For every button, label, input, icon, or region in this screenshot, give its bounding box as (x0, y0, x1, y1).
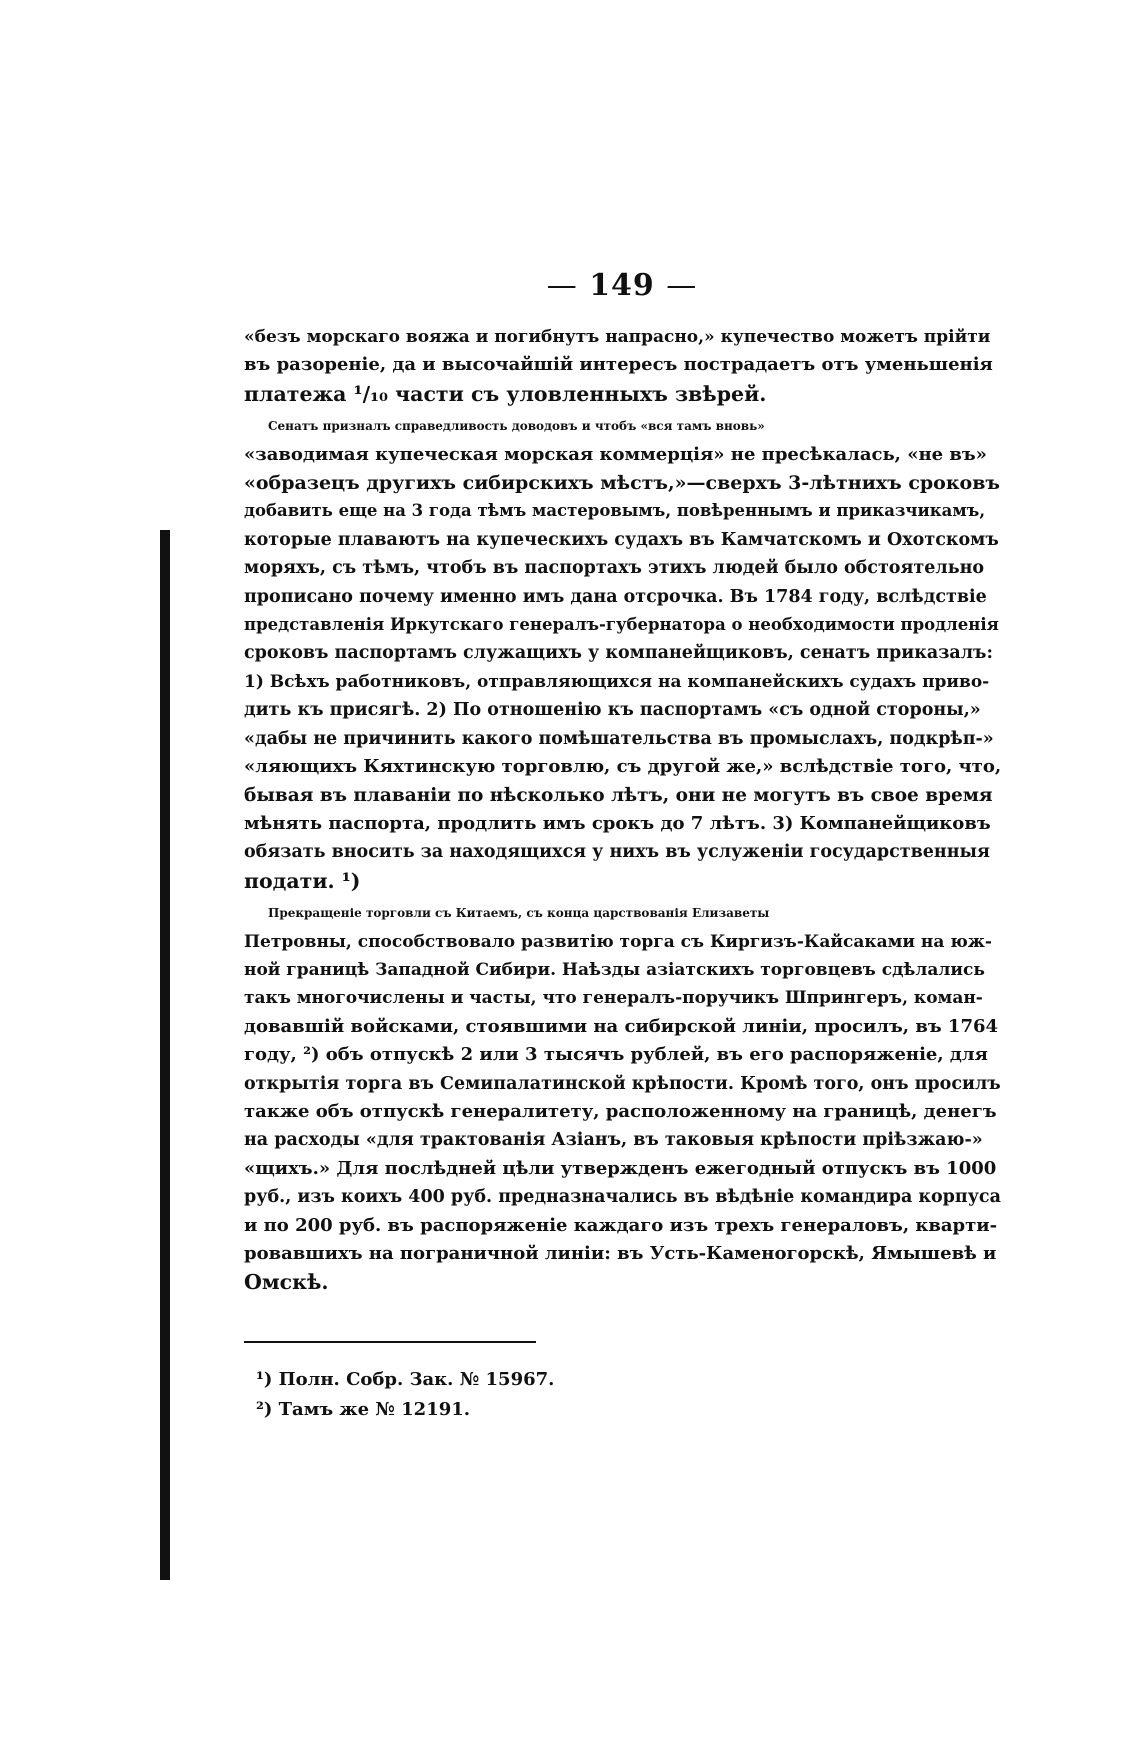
footnote-1: ¹) Полн. Собр. Зак. № 15967. (256, 1368, 555, 1390)
text-line: «заводимая купеческая морская коммерція» не пресѣкалась, «не въ» (244, 443, 987, 465)
text-line: также объ отпускѣ генералитету, расположенному на границѣ, денегъ (244, 1100, 997, 1122)
page-header (244, 268, 1000, 303)
text-line: Омскѣ. (244, 1270, 329, 1295)
text-line: году, ²) объ отпускѣ 2 или 3 тысячъ рублей, въ его распоряженіе, для (244, 1044, 988, 1066)
text-line: ной границѣ Западной Сибири. Наѣзды азіатскихъ торговцевъ сдѣлались (244, 959, 985, 980)
text-line: довавшій войсками, стоявшими на сибирской линіи, просилъ, въ 1764 (244, 1015, 999, 1037)
text-line: открытія торга въ Семипалатинской крѣпости. Кромѣ того, онъ просилъ (244, 1073, 1001, 1094)
text-line: представленія Иркутскаго генералъ-губернатора о необходимости продленія (244, 615, 999, 635)
text-line: въ разореніе, да и высочайшій интересъ пострадаетъ отъ уменьшенія (244, 354, 993, 376)
text-line: на расходы «для трактованія Азіанъ, въ таковыя крѣпости пріѣзжаю-» (244, 1130, 983, 1151)
text-line: и по 200 руб. въ распоряженіе каждаго изъ трехъ генераловъ, кварти- (244, 1214, 998, 1236)
text-line: «безъ морскаго вояжа и погибнутъ напрасно,» купечество можетъ прійти (244, 327, 991, 347)
paragraph-3 (244, 899, 1000, 1297)
text-line: такъ многочислены и часты, что генералъ-поручикъ Шпрингеръ, коман- (244, 988, 983, 1009)
text-line: платежа ¹/₁₀ части съ уловленныхъ звѣрей. (244, 381, 767, 406)
text-line: подати. ¹) (244, 868, 361, 893)
paragraph-1 (244, 323, 1000, 408)
text-line: «образецъ другихъ сибирскихъ мѣстъ,»—сверхъ 3-лѣтнихъ сроковъ (244, 472, 1001, 495)
text-line: Петровны, способствовало развитію торга съ Киргизъ-Кайсаками на юж- (244, 931, 992, 952)
text-line: Прекращеніе торговли съ Китаемъ, съ конца царствованія Елизаветы (268, 906, 770, 921)
text-line: 1) Всѣхъ работниковъ, отправляющихся на компанейскихъ судахъ приво- (244, 671, 990, 692)
binding-edge-bar (160, 530, 170, 1580)
text-line: сроковъ паспортамъ служащихъ у компанейщиковъ, сенатъ приказалъ: (244, 643, 993, 664)
text-line: прописано почему именно имъ дана отсрочка. Въ 1784 году, вслѣдствіе (244, 586, 987, 607)
text-line: дить къ присягѣ. 2) По отношенію къ паспортамъ «съ одной стороны,» (244, 700, 981, 721)
header-dash-left: — (546, 268, 578, 303)
text-line: обязать вносить за находящихся у нихъ въ услуженіи государственныя (244, 842, 990, 863)
text-line: мѣнять паспорта, продлить имъ срокъ до 7 лѣтъ. 3) Компанейщиковъ (244, 812, 991, 834)
text-line: ровавшихъ на пограничной линіи: въ Усть-Каменогорскѣ, Ямышевѣ и (244, 1243, 997, 1264)
page-number: 149 (589, 268, 655, 303)
text-line: добавить еще на 3 года тѣмъ мастеровымъ, повѣреннымъ и приказчикамъ, (244, 501, 986, 521)
text-line: Сенатъ призналъ справедливость доводовъ и чтобъ «вся тамъ вновь» (268, 419, 765, 434)
text-line: «щихъ.» Для послѣдней цѣли утвержденъ ежегодный отпускъ въ 1000 (244, 1157, 997, 1179)
header-dash-right: — (666, 268, 698, 303)
footnote-2: ²) Тамъ же № 12191. (256, 1398, 471, 1420)
text-line: «ляющихъ Кяхтинскую торговлю, съ другой же,» вслѣдствіе того, что, (244, 756, 1002, 778)
paragraph-2 (244, 412, 1000, 895)
text-line: которые плаваютъ на купеческихъ судахъ въ Камчатскомъ и Охотскомъ (244, 529, 999, 550)
text-line: бывая въ плаваніи по нѣсколько лѣтъ, они не могутъ въ свое время (244, 784, 993, 806)
text-line: моряхъ, съ тѣмъ, чтобъ въ паспортахъ этихъ людей было обстоятельно (244, 558, 985, 579)
text-line: «дабы не причинить какого помѣшательства въ промыслахъ, подкрѣп-» (244, 728, 994, 749)
book-page (244, 268, 1000, 1425)
text-line: руб., изъ коихъ 400 руб. предназначались въ вѣдѣніе командира корпуса (244, 1187, 1001, 1208)
footnote-divider (244, 1341, 536, 1343)
